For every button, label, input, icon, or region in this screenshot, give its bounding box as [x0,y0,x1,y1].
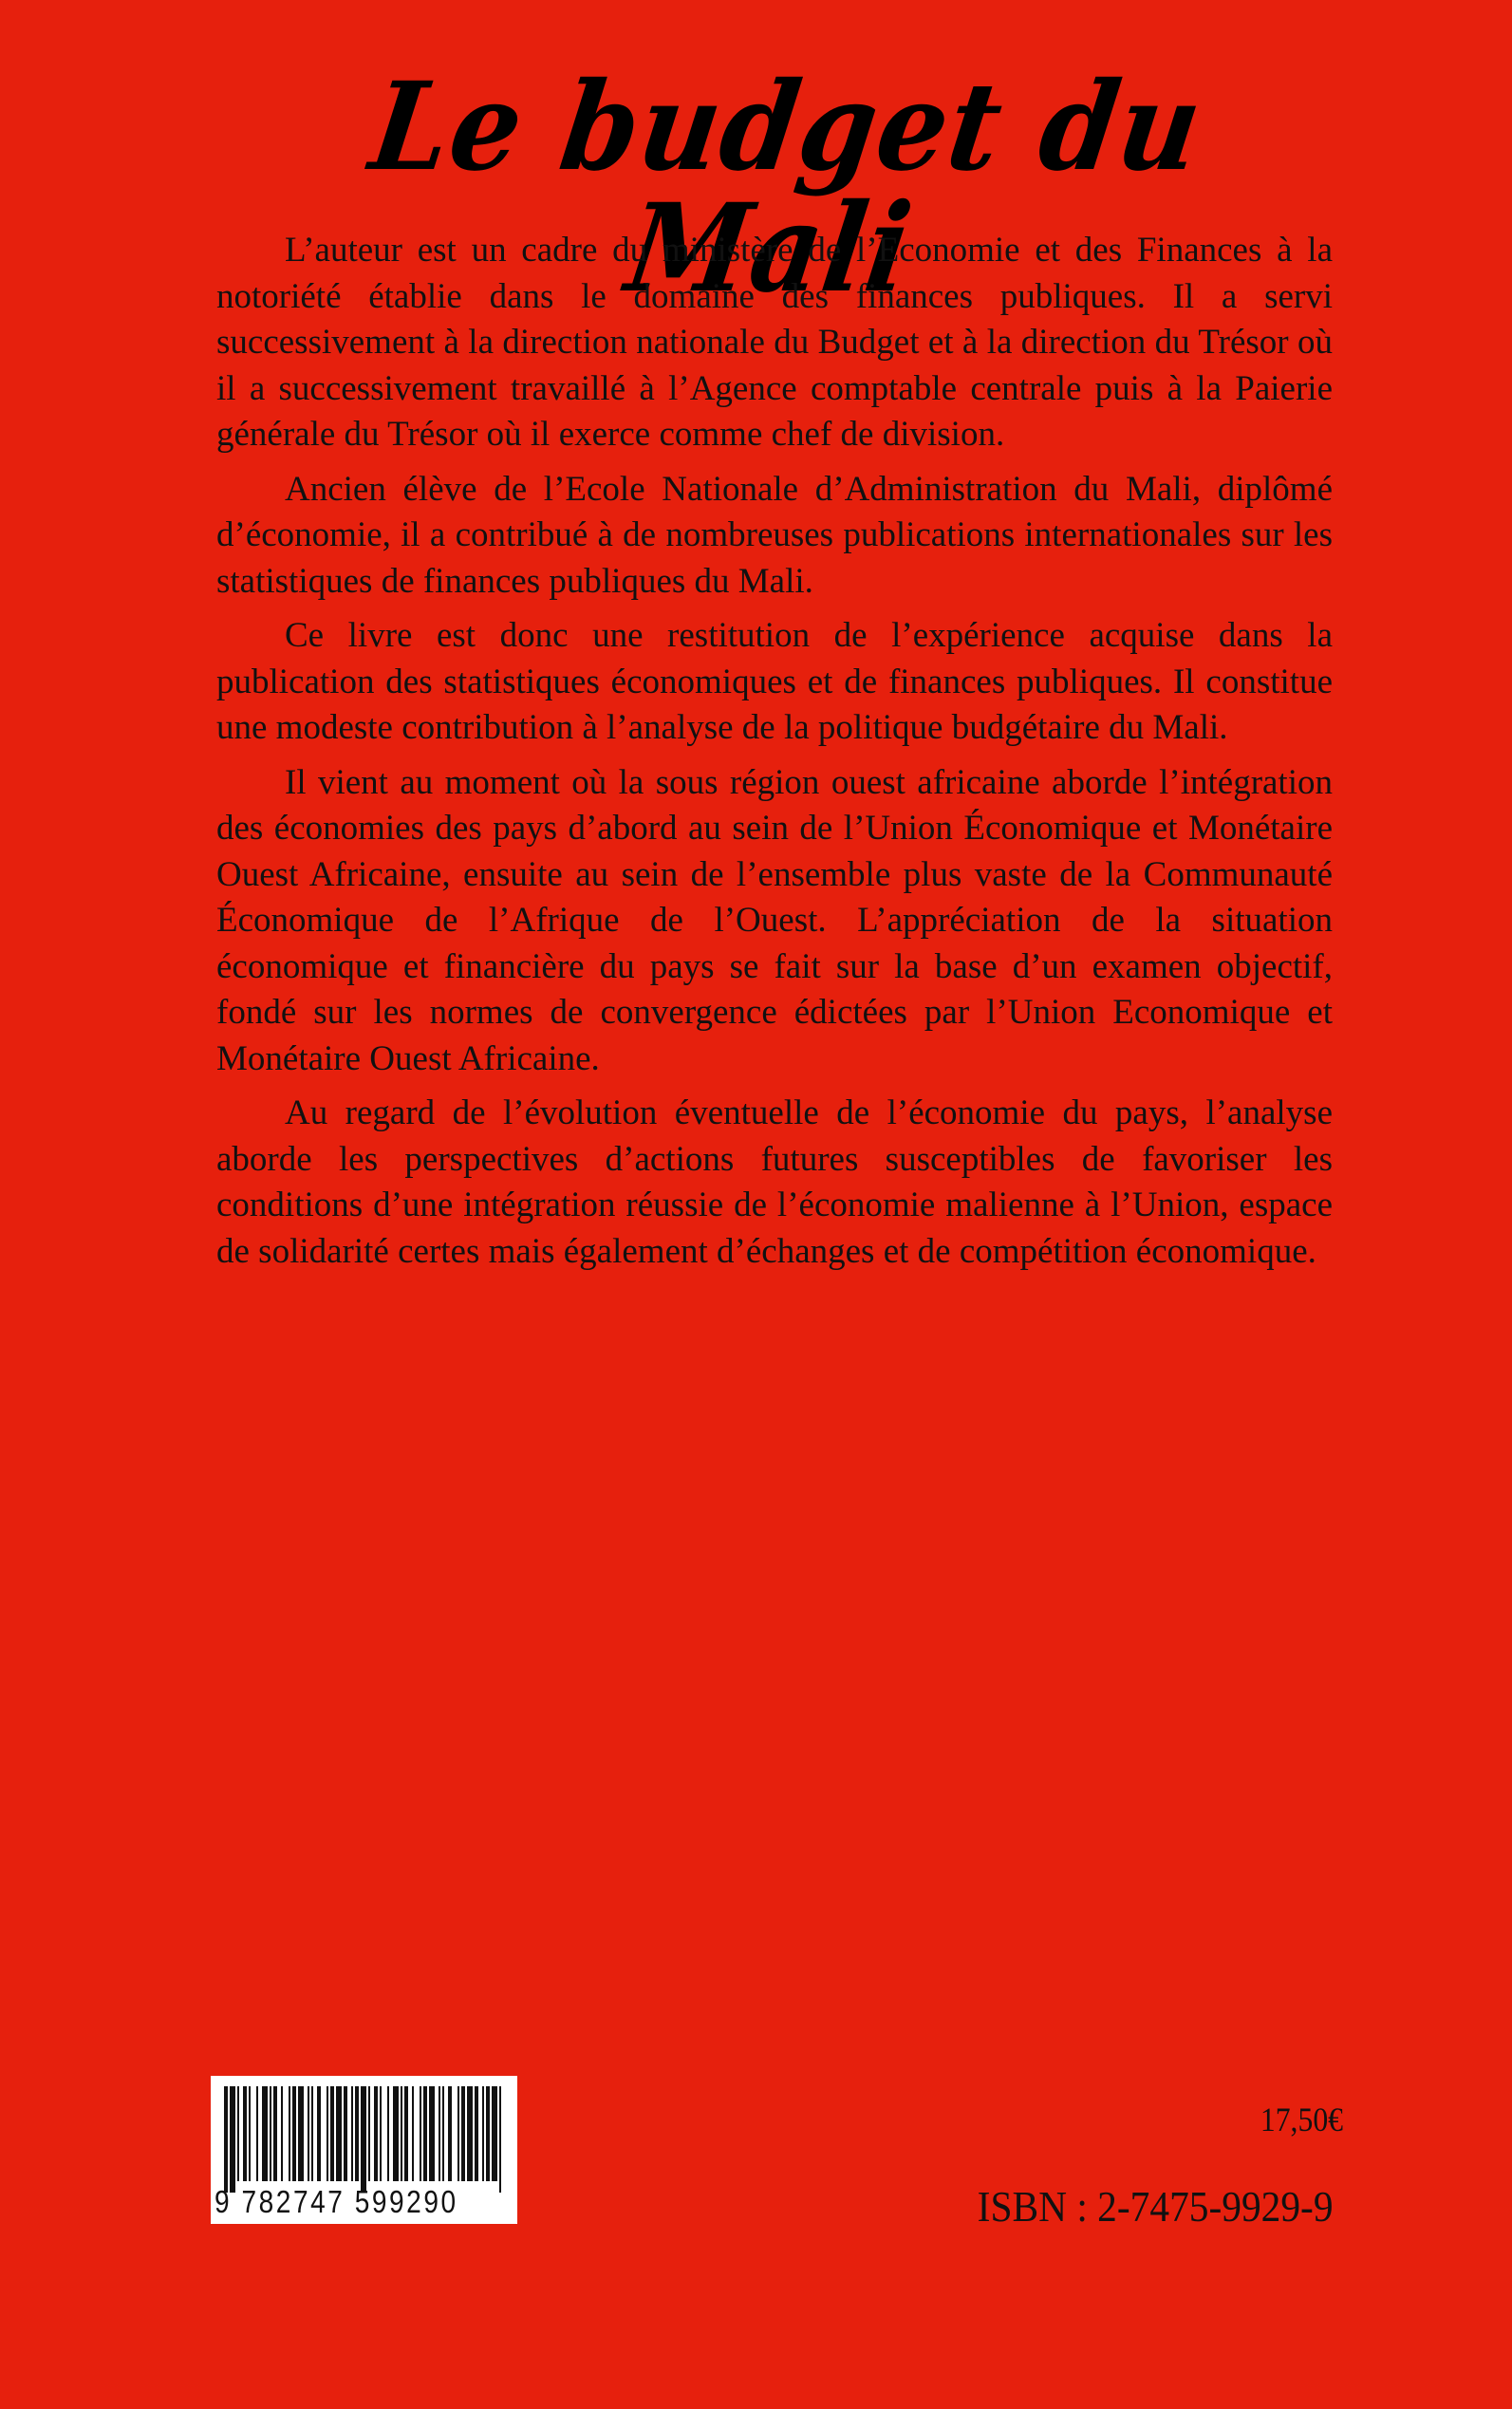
barcode-bar [499,2086,501,2193]
barcode-bars [222,2086,507,2193]
barcode-bar [273,2086,277,2181]
barcode-bar [330,2086,334,2181]
isbn: ISBN : 2-7475-9929-9 [978,2182,1334,2231]
barcode-bar [475,2086,478,2181]
barcode-bar [311,2086,313,2181]
barcode-bar [442,2086,444,2181]
barcode-bar [230,2086,235,2193]
barcode-bar [461,2086,465,2181]
back-cover-text [216,228,1333,1283]
barcode-bar [368,2086,370,2181]
barcode-bar [317,2086,321,2181]
paragraph: Il vient au moment où la sous région ouest africaine aborde l’intégration des économies des pays d’abord au sein de l’Union Économique et Monétaire Ouest Africaine, ensuite au sein de l’ensemble plus vaste de la Communauté Économique de l’Afrique de l’Ouest. L’appréciation de la situation économique et financière du pays se fait sur la base d’un examen objectif, fondé sur les normes de convergence édictées par l’Union Economique et Monétaire Ouest Africaine. [216,762,1333,1078]
barcode-bar [482,2086,484,2181]
paragraph: Ce livre est donc une restitution de l’expérience acquise dans la publication des statistiques économiques et de finances publiques. Il constitue une modeste contribution à l’analyse de la politique budgétaire du Mali. [216,616,1333,747]
barcode-bar [243,2086,247,2181]
barcode-bar [429,2086,435,2181]
barcode-bar [308,2086,309,2181]
barcode-bar [387,2086,389,2181]
barcode-bar [380,2086,382,2181]
barcode-bar [486,2086,490,2181]
barcode-bar [237,2086,239,2181]
paragraph: Ancien élève de l’Ecole Nationale d’Administration du Mali, diplômé d’économie, il a contribué à de nombreuses publications internationales sur les statistiques de finances publiques du Mali. [216,469,1333,601]
barcode-bar [412,2086,414,2181]
barcode-number: 9 782747 599290 [215,2184,458,2219]
barcode [211,2076,517,2224]
barcode-bar [270,2086,271,2181]
barcode-bar [401,2086,402,2181]
barcode-bar [351,2086,353,2181]
barcode-bar [404,2086,408,2181]
barcode-bar [457,2086,459,2181]
barcode-bar [327,2086,328,2181]
book-title: Le budget du Mali [363,56,1211,320]
paragraph: Au regard de l’évolution éventuelle de l’économie du pays, l’analyse aborde les perspectives d’actions futures susceptibles de favoriser les conditions d’une intégration réussie de l’économie malienne à l’Union, espace de solidarité certes mais également d’échanges et de compétition économique. [216,1093,1333,1271]
barcode-bar [344,2086,347,2181]
barcode-bar [289,2086,290,2181]
barcode-bar [298,2086,304,2181]
barcode-bar [224,2086,228,2193]
barcode-bar [467,2086,473,2181]
barcode-bar [355,2086,359,2181]
barcode-bar [423,2086,427,2181]
barcode-bar [256,2086,258,2181]
barcode-bar [492,2086,497,2181]
barcode-bar [262,2086,268,2181]
barcode-bar [281,2086,283,2181]
barcode-bar [249,2086,251,2181]
barcode-bar [361,2086,366,2193]
barcode-bar [336,2086,342,2181]
barcode-bar [448,2086,452,2181]
barcode-bar [393,2086,399,2181]
barcode-bar [374,2086,378,2181]
barcode-bar [292,2086,296,2181]
price: 17,50€ [1260,2101,1343,2138]
paragraph: L’auteur est un cadre du ministère de l’Economie et des Finances à la notoriété établie dans le domaine des finances publiques. Il a servi successivement à la direction nationale du Budget et à la direction du Trésor où il a successivement travaillé à l’Agence comptable centrale puis à la Paierie générale du Trésor où il exerce comme chef de division. [216,231,1333,454]
barcode-bar [439,2086,440,2181]
barcode-bar [420,2086,421,2181]
